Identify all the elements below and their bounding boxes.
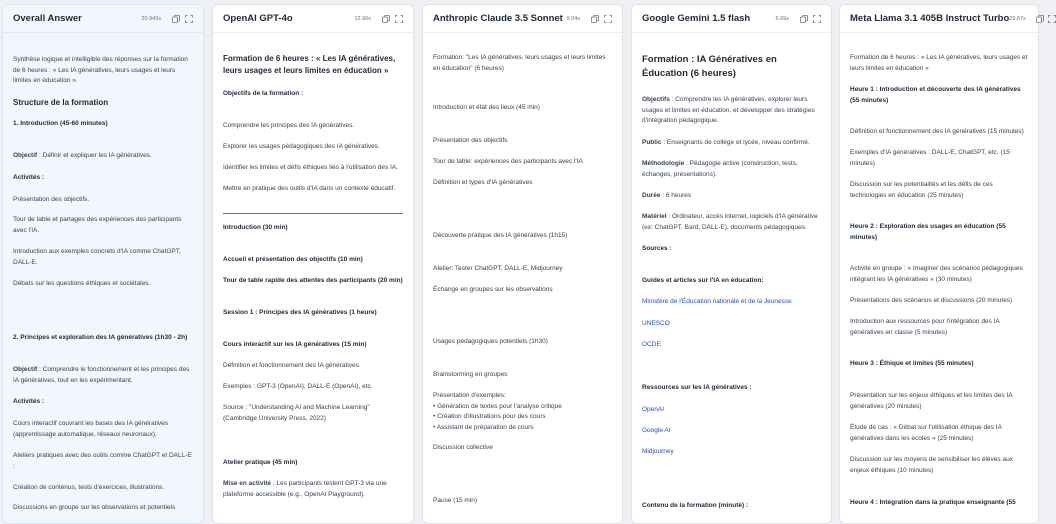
answer-text: Discussions en groupe sur les observations et potentiels: [13, 504, 176, 511]
answer-text: Session 1 : Principes des IA génératives (1 heure): [223, 309, 377, 316]
section-heading: Formation : IA Génératives en Éducation (6 heures): [642, 54, 777, 79]
answer-text: Tour de table rapide des attentes des participants (20 min): [223, 277, 403, 284]
answer-text: Atelier: Tester ChatGPT, DALL-E, Midjourney: [433, 265, 563, 272]
expand-icon[interactable]: [394, 14, 403, 23]
column-header: [3, 5, 203, 33]
answer-text: Échange en groupes sur les observations: [433, 286, 553, 293]
expand-icon[interactable]: [812, 14, 821, 23]
answer-text: Introduction et état des lieux (45 min): [433, 104, 540, 111]
column-title: Google Gemini 1.5 flash: [642, 13, 751, 24]
response-time: 9.04s: [566, 15, 580, 22]
source-link[interactable]: Midjourney: [642, 448, 674, 455]
expand-icon[interactable]: [184, 14, 193, 23]
answer-text: Présentation des objectifs: [433, 137, 508, 144]
answer-text: Objectifs : Comprendre les IA génératives, explorer leurs usages et limites en éducation, et développer des stratégies d'intégration pédagogique.: [642, 96, 815, 124]
answer-text: Présentation d'exemples: • Génération de textes pour l'analyse critique • Création d'illustrations pour des cours • Assistant de préparation de cours: [433, 392, 562, 431]
answer-text: Présentation des objectifs.: [13, 196, 90, 203]
answer-text: Sources :: [642, 245, 672, 252]
answer-text: Formation: "Les IA génératives, leurs usages et leurs limites en éducation" (6 heures): [433, 54, 606, 72]
answer-text: Discussion sur les moyens de sensibiliser les élèves aux enjeux éthiques (10 minutes): [850, 456, 1013, 474]
answer-text: Objectif : Comprendre le fonctionnement et les principes des IA génératives, tout en les expérimentant.: [13, 366, 190, 384]
expand-icon[interactable]: [1048, 14, 1056, 23]
answer-text: Discussion collective: [433, 444, 493, 451]
answer-text: Présentations des scénarios et discussions (20 minutes): [850, 297, 1013, 304]
field-label: Objectifs: [642, 96, 670, 103]
column-llama: [839, 4, 1039, 524]
response-time: 29.67s: [1009, 15, 1026, 22]
answer-text: Explorer les usages pédagogiques des IA génératives.: [223, 143, 380, 150]
answer-text: 2. Principes et exploration des IA génératives (1h30 - 2h): [13, 334, 188, 341]
copy-icon[interactable]: [171, 14, 180, 23]
answer-text: Durée : 6 heures: [642, 192, 692, 199]
divider: [223, 213, 403, 214]
copy-icon[interactable]: [381, 14, 390, 23]
column-title: Anthropic Claude 3.5 Sonnet: [433, 13, 563, 24]
answer-text: Découverte pratique des IA génératives (1h15): [433, 232, 568, 239]
field-label: Public: [642, 139, 662, 146]
column-claude: [422, 4, 623, 524]
answer-text: Atelier pratique (45 min): [223, 459, 298, 466]
answer-text: Mettre en pratique des outils d'IA dans un contexte éducatif.: [223, 185, 396, 192]
field-label: Matériel: [642, 213, 667, 220]
answer-text: Heure 3 : Éthique et limites (55 minutes): [850, 360, 974, 367]
field-label: Mise en activité: [223, 480, 272, 487]
answer-text: Définition et types d'IA génératives: [433, 179, 533, 186]
answer-text: Accueil et présentation des objectifs (10 min): [223, 256, 363, 263]
answer-text: Objectif : Définir et expliquer les IA génératives.: [13, 152, 152, 159]
answer-text: Tour de table et partages des expériences des participants avec l'IA.: [13, 216, 182, 234]
source-link[interactable]: UNESCO: [642, 320, 670, 327]
answer-text: Cours interactif couvrant les bases des IA génératives (apprentissage automatique, réseaux neuronaux).: [13, 420, 168, 438]
copy-icon[interactable]: [1036, 14, 1044, 23]
source-link[interactable]: Ministère de l'Éducation nationale et de la Jeunesse: [642, 298, 792, 305]
answer-text: Identifier les limites et défis éthiques liés à l'utilisation des IA.: [223, 164, 399, 171]
answer-text: Discussion sur les potentialités et les défis de ces technologies en éducation (25 minutes): [850, 181, 993, 199]
answer-text: Activité en groupe : « Imaginer des scénarios pédagogiques intégrant les IA génératives » (30 minutes): [850, 265, 1023, 283]
answer-text: Débats sur les questions éthiques et sociétales.: [13, 280, 151, 287]
answer-text: Pause (15 min): [433, 497, 478, 504]
column-gpt4o: [212, 4, 414, 524]
answer-text: Heure 1 : Introduction et découverte des IA génératives (55 minutes): [850, 86, 1021, 104]
answer-text: Synthèse logique et intelligible des réponses sur la formation de 6 heures : « Les IA génératives, leurs usages et leurs limites en éducation ».: [13, 56, 188, 84]
column-title: OpenAI GPT-4o: [223, 13, 293, 24]
column-title: Meta Llama 3.1 405B Instruct Turbo: [850, 13, 1010, 24]
response-time: 6.69s: [775, 15, 789, 22]
answer-text: Brainstorming en groupes: [433, 371, 508, 378]
field-label: Objectif: [13, 366, 38, 373]
answer-text: Introduction aux exemples concrets d'IA comme ChatGPT, DALL-E.: [13, 248, 181, 266]
answer-text: Cours interactif sur les IA génératives (15 min): [223, 341, 367, 348]
answer-text: Création de contenus, tests d'exercices, illustrations.: [13, 484, 165, 491]
source-link[interactable]: OCDE: [642, 341, 661, 348]
answer-text: Définition et fonctionnement des IA génératives.: [223, 362, 361, 369]
answer-text: Ateliers pratiques avec des outils comme ChatGPT et DALL-E :: [13, 452, 192, 470]
answer-text: Matériel : Ordinateur, accès internet, logiciels d'IA générative (ex: ChatGPT, Bard, DALL-E), documents pédagogiques.: [642, 213, 818, 231]
column-header: [840, 5, 1038, 33]
answer-text: Définition et fonctionnement des IA génératives (15 minutes): [850, 128, 1024, 135]
section-heading: Formation de 6 heures : « Les IA génératives, leurs usages et leurs limites en éducation »: [223, 54, 396, 75]
answer-text: 1. Introduction (45-60 minutes): [13, 120, 108, 127]
copy-icon[interactable]: [799, 14, 808, 23]
copy-icon[interactable]: [590, 14, 599, 23]
answer-text: Formation de 6 heures : « Les IA génératives, leurs usages et leurs limites en éducation »: [850, 54, 1028, 72]
answer-text: Heure 2 : Exploration des usages en éducation (55 minutes): [850, 223, 1006, 241]
field-label: Objectif: [13, 152, 38, 159]
field-label: Durée: [642, 192, 661, 199]
column-header: [423, 5, 622, 33]
answer-text: Méthodologie : Pédagogie active (construction, tests, échanges, présentations).: [642, 160, 798, 178]
answer-text: Objectifs de la formation :: [223, 90, 304, 97]
answer-text: Heure 4 : Intégration dans la pratique enseignante (55: [850, 499, 1016, 506]
response-time: 20.943s: [141, 15, 161, 22]
answer-text: Ressources sur les IA génératives :: [642, 384, 752, 391]
answer-text: Activités :: [13, 398, 45, 405]
column-header: [213, 5, 413, 33]
column-overall: [2, 4, 204, 524]
answer-text: Mise en activité : Les participants testent GPT-3 via une plateforme accessible (e.g., OpenAI Playground).: [223, 480, 387, 498]
source-link[interactable]: Google AI: [642, 427, 671, 434]
answer-text: Source : "Understanding AI and Machine Learning" (Cambridge University Press, 2022): [223, 404, 370, 422]
column-title: Overall Answer: [13, 13, 82, 24]
answer-text: Étude de cas : « Débat sur l'utilisation éthique des IA génératives dans les écoles » (25 minutes): [850, 424, 1002, 442]
source-link[interactable]: OpenAI: [642, 406, 665, 413]
expand-icon[interactable]: [603, 14, 612, 23]
answer-text: Comprendre les principes des IA génératives.: [223, 122, 355, 129]
answer-text: Introduction aux ressources pour l'intégration des IA génératives en classe (5 minutes): [850, 318, 1000, 336]
answer-text: Usages pédagogiques potentiels (1h30): [433, 338, 548, 345]
response-time: 12.96s: [354, 15, 371, 22]
answer-text: Présentation sur les enjeux éthiques et les limites des IA génératives (20 minutes): [850, 392, 1013, 410]
answer-text: Public : Enseignants de collège et lycée, niveau confirmé.: [642, 139, 810, 146]
column-gemini: [631, 4, 832, 524]
field-label: Méthodologie: [642, 160, 685, 167]
answer-text: Contenu de la formation (minuté) :: [642, 502, 749, 509]
section-heading: Structure de la formation: [13, 98, 109, 107]
answer-text: Tour de table: expériences des participants avec l'IA: [433, 158, 583, 165]
answer-text: Exemples d'IA génératives : DALL-E, ChatGPT, etc. (15 minutes): [850, 149, 1010, 167]
answer-text: Introduction (30 min): [223, 224, 288, 231]
answer-text: Exemples : GPT-3 (OpenAI), DALL-E (OpenAI), etc.: [223, 383, 373, 390]
answer-text: Guides et articles sur l'IA en éducation:: [642, 277, 764, 284]
column-header: [632, 5, 831, 33]
answer-text: Activités :: [13, 174, 45, 181]
